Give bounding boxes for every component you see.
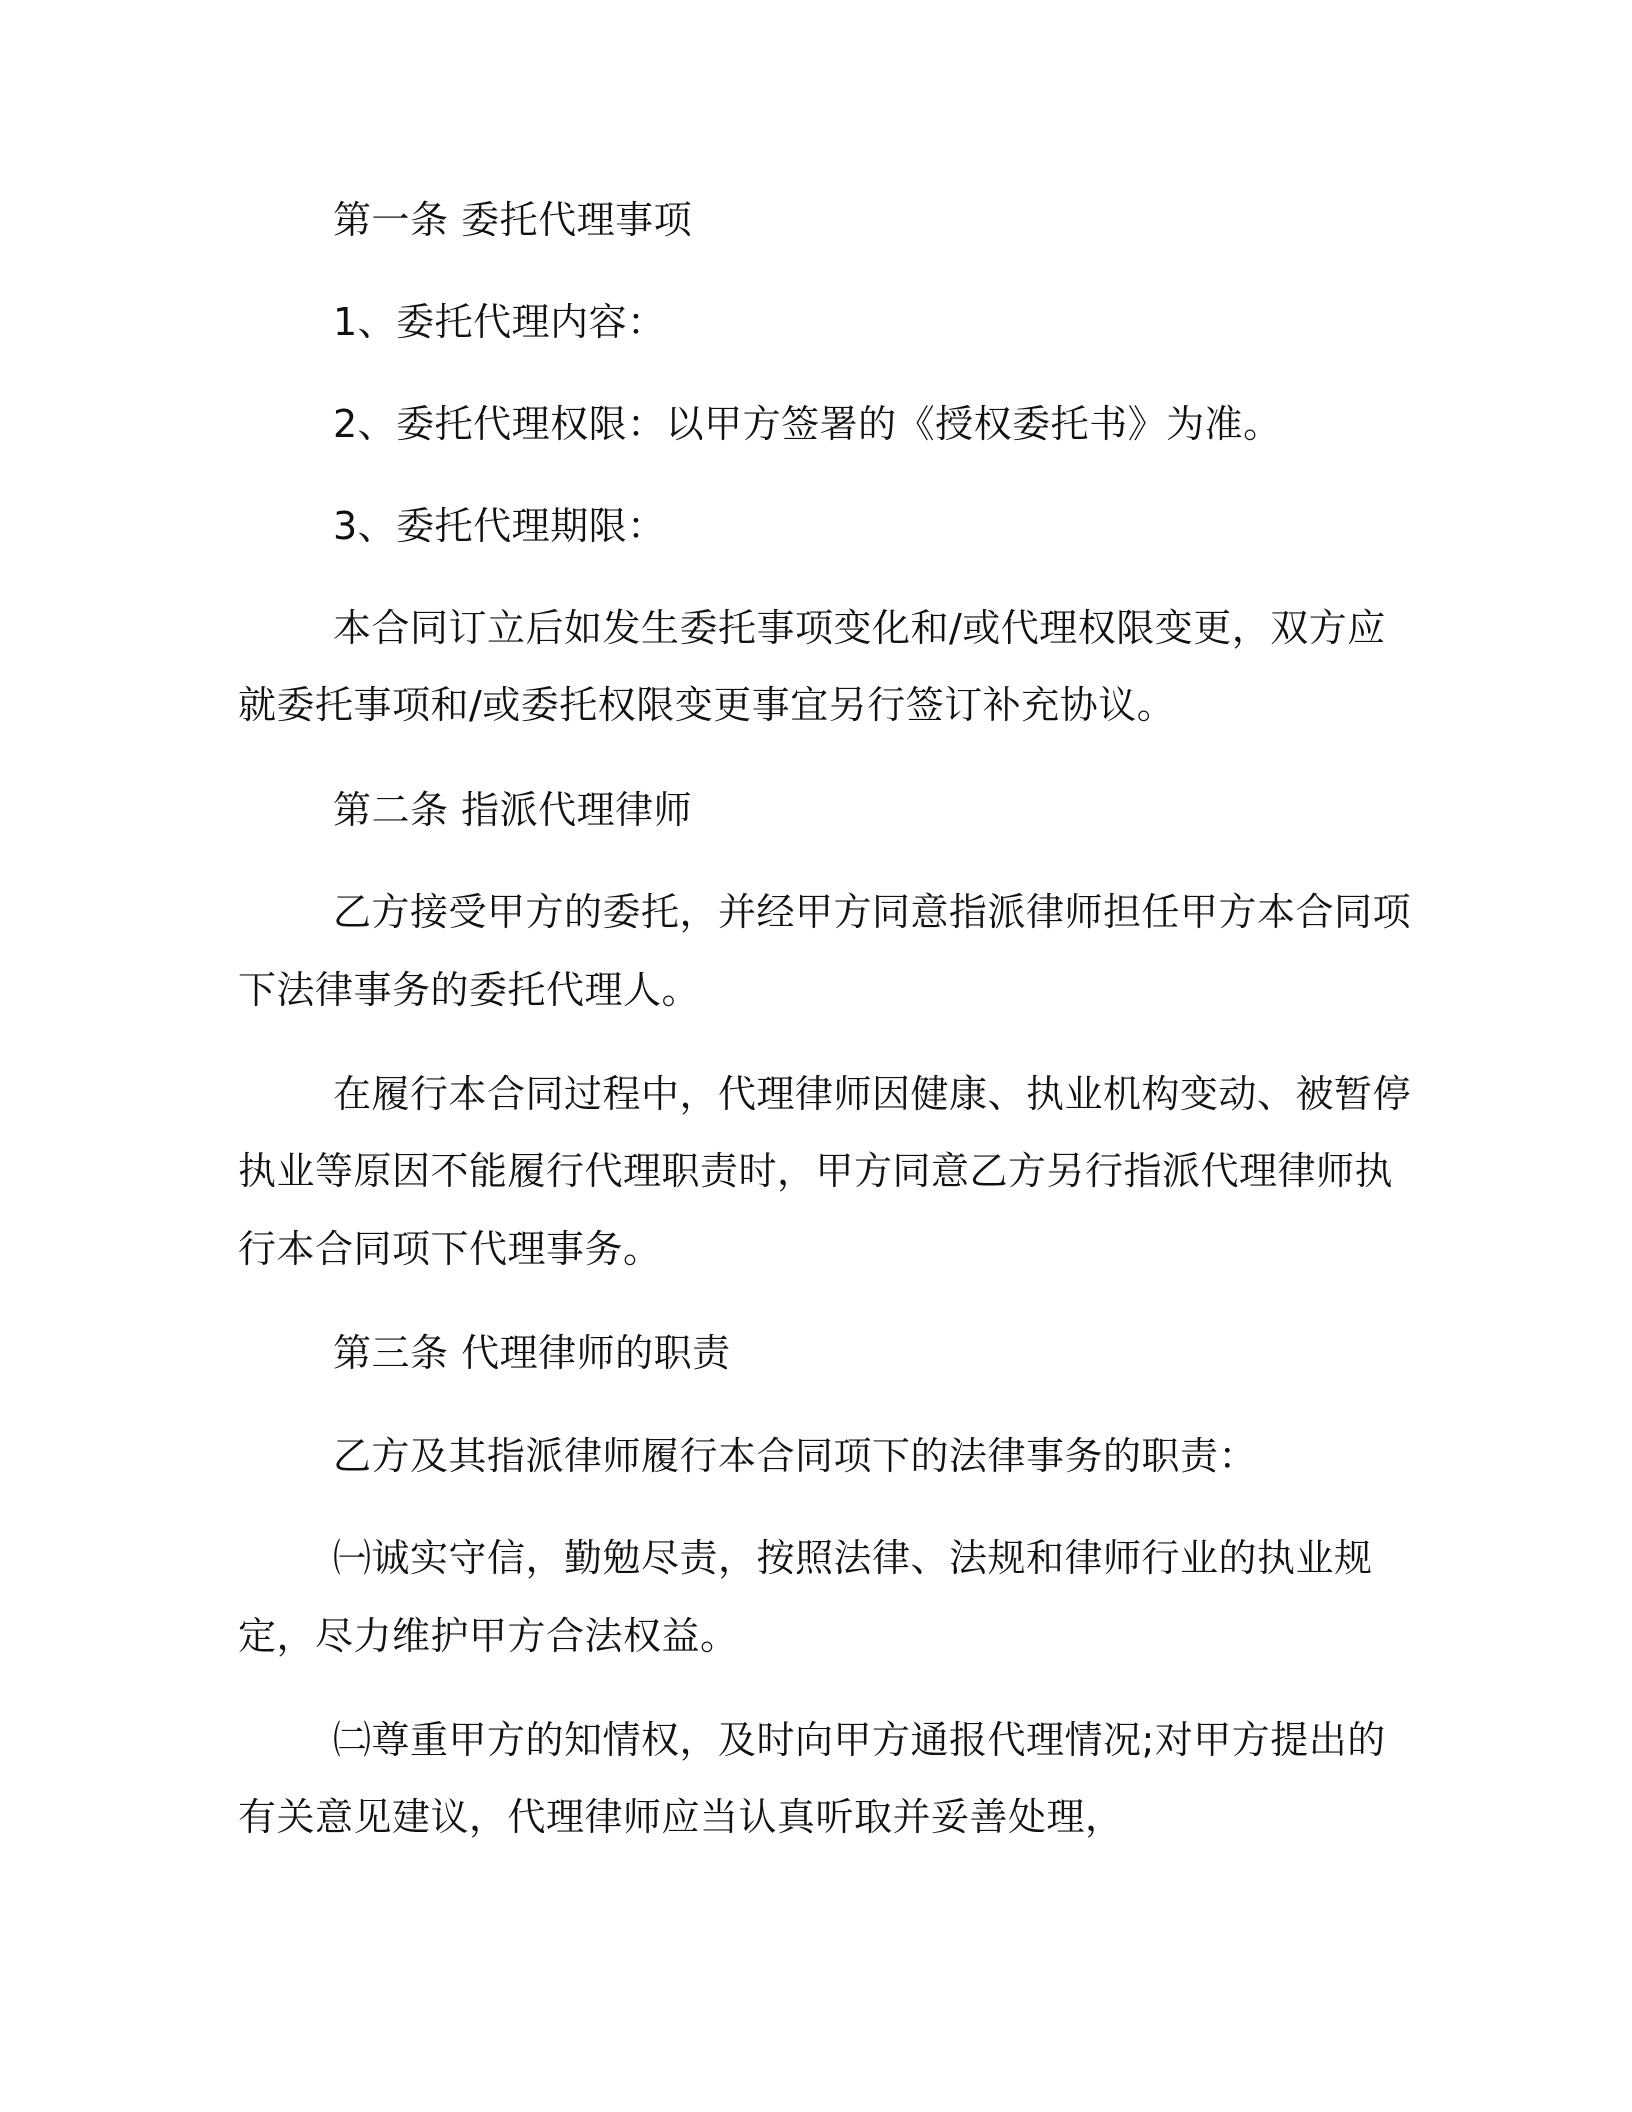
article-2-paragraph-2-line-1: 在履行本合同过程中，代理律师因健康、执业机构变动、被暂停 bbox=[333, 1072, 1412, 1116]
article-1-item-2: 2、委托代理权限：以甲方签署的《授权委托书》为准。 bbox=[333, 402, 1282, 446]
article-2-paragraph-1-line-2: 下法律事务的委托代理人。 bbox=[238, 968, 701, 1012]
article-3-intro: 乙方及其指派律师履行本合同项下的法律事务的职责： bbox=[333, 1434, 1258, 1478]
article-3-duty-2-line-2: 有关意见建议，代理律师应当认真听取并妥善处理， bbox=[238, 1795, 1124, 1839]
article-1-item-3: 3、委托代理期限： bbox=[333, 504, 666, 548]
article-1-paragraph-line-1: 本合同订立后如发生委托事项变化和/或代理权限变更，双方应 bbox=[333, 606, 1386, 650]
article-2-paragraph-1-line-1: 乙方接受甲方的委托，并经甲方同意指派律师担任甲方本合同项 bbox=[333, 890, 1412, 934]
article-1-heading: 第一条 委托代理事项 bbox=[333, 198, 693, 242]
article-3-duty-1-line-2: 定，尽力维护甲方合法权益。 bbox=[238, 1614, 739, 1658]
article-2-paragraph-2-line-2: 执业等原因不能履行代理职责时，甲方同意乙方另行指派代理律师执 bbox=[238, 1149, 1394, 1193]
article-2-heading: 第二条 指派代理律师 bbox=[333, 788, 693, 832]
article-3-heading: 第三条 代理律师的职责 bbox=[333, 1331, 731, 1375]
article-3-duty-1-line-1: ㈠诚实守信，勤勉尽责，按照法律、法规和律师行业的执业规 bbox=[333, 1536, 1373, 1580]
article-1-paragraph-line-2: 就委托事项和/或委托权限变更事宜另行签订补充协议。 bbox=[238, 683, 1176, 727]
article-3-duty-2-line-1: ㈡尊重甲方的知情权，及时向甲方通报代理情况;对甲方提出的 bbox=[333, 1718, 1386, 1762]
article-1-item-1: 1、委托代理内容： bbox=[333, 300, 666, 344]
article-2-paragraph-2-line-3: 行本合同项下代理事务。 bbox=[238, 1227, 662, 1271]
